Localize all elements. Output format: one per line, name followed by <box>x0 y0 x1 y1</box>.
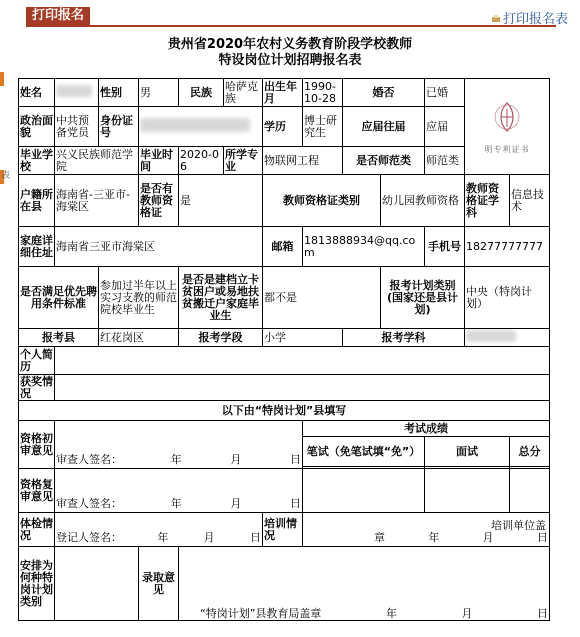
value-hukou: 海南省-三亚市-海棠区 <box>55 175 139 227</box>
label-id: 身份证号 <box>99 107 139 147</box>
label-hukou: 户籍所在县 <box>19 175 55 227</box>
redacted-subject <box>466 330 516 342</box>
training-seal-org: 培训单位盖 <box>491 519 546 532</box>
year-label: 年 <box>157 531 169 544</box>
value-gender: 男 <box>139 79 179 107</box>
label-apply-level: 报考学段 <box>179 329 263 347</box>
photo-cell <box>465 79 550 175</box>
value-apply-subject <box>465 329 550 347</box>
initial-review-sign <box>56 454 301 466</box>
label-initial-review: 资格初审意见 <box>19 421 55 469</box>
seal-emblem-icon <box>477 97 537 141</box>
redacted-id <box>140 118 250 132</box>
label-admit: 录取意见 <box>139 547 179 621</box>
label-cert-subject: 教师资格证学科 <box>465 175 510 227</box>
re-review-total <box>510 469 550 513</box>
label-email: 邮箱 <box>263 227 303 267</box>
label-address: 家庭详细住址 <box>19 227 55 267</box>
row-section-below <box>19 401 550 421</box>
value-ethnicity: 哈萨克族 <box>224 79 263 107</box>
label-cert-type: 教师资格证类别 <box>263 175 381 227</box>
label-education: 学历 <box>263 107 303 147</box>
print-link-label: 打印报名表 <box>502 12 568 27</box>
health-sign <box>56 532 261 544</box>
label-normal: 是否师范类 <box>343 147 425 175</box>
value-cert-type: 幼儿园教师资格 <box>381 175 465 227</box>
label-gender: 性别 <box>99 79 139 107</box>
label-politics: 政治面貌 <box>19 107 55 147</box>
redacted-name <box>56 85 92 97</box>
row-health <box>19 513 550 547</box>
side-marker <box>0 72 4 86</box>
tab-underline <box>26 25 556 27</box>
value-school: 兴义民族师范学院 <box>55 147 139 175</box>
value-education: 博士研究生 <box>303 107 343 147</box>
label-marital: 婚否 <box>343 79 425 107</box>
admit-cell <box>179 547 550 621</box>
value-poverty: 都不是 <box>263 267 381 329</box>
month-label: 月 <box>230 497 242 510</box>
value-email: 1813888934@qq.com <box>303 227 425 267</box>
re-review-interview <box>425 469 510 513</box>
label-major: 所学专业 <box>224 147 263 175</box>
label-school: 毕业学校 <box>20 147 53 173</box>
row-address <box>19 227 550 267</box>
label-apply-subject: 报考学科 <box>343 329 465 347</box>
day-label: 日 <box>289 497 301 510</box>
value-name <box>55 79 99 107</box>
value-grad-time: 2020-06 <box>179 147 224 175</box>
register-sign-label: 登记人签名： <box>56 531 122 544</box>
value-plan-type: 中央（特岗计划） <box>465 267 550 329</box>
value-cert-subject: 信息技术 <box>510 175 550 227</box>
label-training: 培训情况 <box>263 513 303 547</box>
title-line-2: 特设岗位计划招聘报名表 <box>218 53 362 68</box>
training-sign <box>304 532 548 544</box>
label-written: 笔试（免笔试填“免”） <box>303 437 425 467</box>
print-tab[interactable]: 打印报名 <box>26 7 90 25</box>
row-apply <box>19 329 550 347</box>
row-assign <box>19 547 550 621</box>
label-birth: 出生年月 <box>263 79 303 107</box>
value-id <box>139 107 263 147</box>
value-phone: 18277777777 <box>465 227 550 267</box>
label-plan-type: 报考计划类别(国家还是县计划) <box>381 267 465 329</box>
value-assign <box>55 547 139 621</box>
re-review-written <box>303 469 425 513</box>
label-re-review: 资格复审意见 <box>19 469 55 513</box>
label-phone: 手机号 <box>425 227 465 267</box>
label-name: 姓名 <box>19 79 55 107</box>
photo-caption: 明专利证书 <box>484 144 530 154</box>
day-label: 日 <box>536 531 548 544</box>
row-awards <box>19 375 550 401</box>
label-exam-results: 考试成绩 <box>303 421 550 437</box>
month-label: 月 <box>203 531 215 544</box>
top-bar <box>0 0 580 28</box>
label-assign: 安排为何种特岗计划类别 <box>19 547 55 621</box>
value-marital: 已婚 <box>425 79 465 107</box>
seal-label: 章 <box>374 531 385 544</box>
registration-form-table <box>18 78 550 621</box>
row-priority <box>19 267 550 329</box>
label-ethnicity: 民族 <box>179 79 224 107</box>
label-awards: 获奖情况 <box>20 374 53 400</box>
bureau-seal-label: “特岗计划”县教育局盖章 <box>200 607 322 620</box>
row-hukou <box>19 175 550 227</box>
print-icon <box>491 14 501 24</box>
label-fresh: 应届往届 <box>343 107 425 147</box>
value-normal: 师范类 <box>425 147 465 175</box>
month-label: 月 <box>461 607 473 620</box>
value-has-cert: 是 <box>179 175 263 227</box>
day-label: 日 <box>537 607 548 620</box>
value-awards <box>55 375 550 401</box>
day-label: 日 <box>249 531 261 544</box>
label-health: 体检情况 <box>19 513 55 547</box>
value-apply-county: 红花岗区 <box>99 329 179 347</box>
label-poverty: 是否是建档立卡贫困户或易地扶贫搬迁户家庭毕业生 <box>179 267 263 329</box>
label-intern: 参加过半年以上实习支教的师范院校毕业生 <box>99 267 179 329</box>
title-line-1: 贵州省2020年农村义务教育阶段学校教师 <box>167 37 413 52</box>
month-label: 月 <box>482 531 494 544</box>
print-form-link[interactable] <box>491 12 568 28</box>
re-review-cell <box>55 469 303 513</box>
photo-seal <box>477 97 537 157</box>
value-resume <box>55 347 550 375</box>
reviewer-sign-label: 审查人签名： <box>56 497 122 510</box>
label-apply-county: 报考县 <box>19 329 99 347</box>
value-address: 海南省三亚市海棠区 <box>55 227 263 267</box>
day-label: 日 <box>289 453 301 466</box>
health-cell <box>55 513 263 547</box>
value-apply-level: 小学 <box>263 329 343 347</box>
re-review-sign <box>56 498 301 510</box>
side-char: 表 <box>1 171 11 181</box>
training-cell <box>303 513 550 547</box>
bureau-sign <box>180 608 548 620</box>
row-name <box>19 79 550 107</box>
label-resume: 个人简历 <box>20 347 53 373</box>
section-below-title: 以下由“特岗计划”县填写 <box>19 401 550 421</box>
year-label: 年 <box>170 497 182 510</box>
row-re-review <box>19 469 550 513</box>
year-label: 年 <box>428 531 440 544</box>
year-label: 年 <box>170 453 182 466</box>
year-label: 年 <box>385 607 397 620</box>
value-birth: 1990-10-28 <box>303 79 343 107</box>
value-fresh: 应届 <box>425 107 465 147</box>
label-grad-time: 毕业时间 <box>139 147 179 175</box>
label-has-cert: 是否有教师资格证 <box>139 175 179 227</box>
label-total: 总分 <box>510 437 550 467</box>
value-major: 物联网工程 <box>263 147 343 175</box>
form-title <box>40 37 540 69</box>
month-label: 月 <box>230 453 242 466</box>
initial-review-cell <box>55 421 303 469</box>
label-priority: 是否满足优先聘用条件标准 <box>19 267 99 329</box>
value-politics: 中共预备党员 <box>55 107 99 147</box>
row-exam-header <box>19 421 550 437</box>
row-resume <box>19 347 550 375</box>
reviewer-sign-label: 审查人签名： <box>56 453 122 466</box>
label-interview: 面试 <box>425 437 510 467</box>
